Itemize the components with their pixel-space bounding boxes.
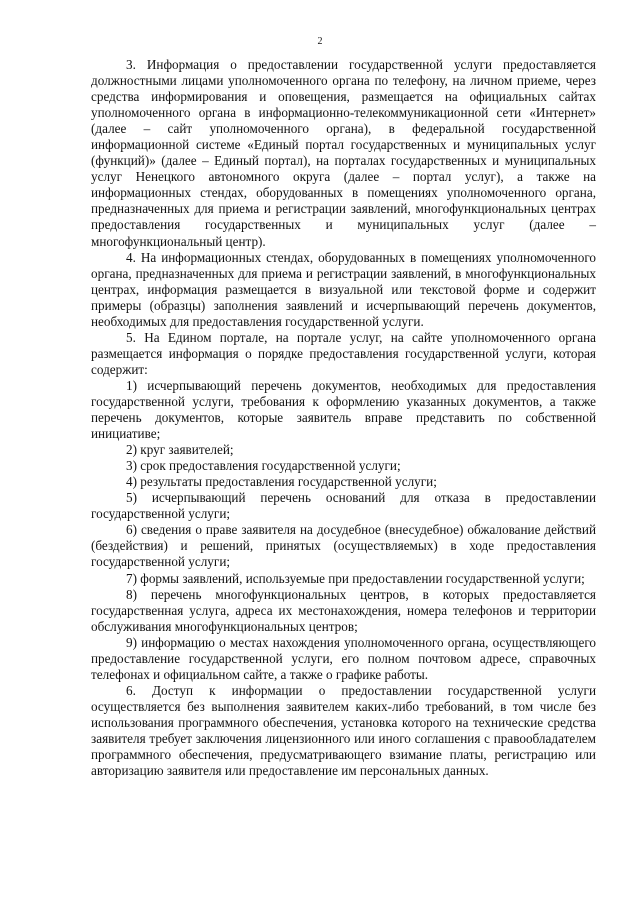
- list-item-4: 4) результаты предоставления государственной услуги;: [126, 474, 437, 490]
- document-body: [91, 57, 596, 779]
- paragraph-5: 5. На Едином портале, на портале услуг, на сайте уполномоченного органа размещается информация о порядке предоставления государственной услуги, которая содержит:: [91, 329, 596, 377]
- list-item-5: 5) исчерпывающий перечень оснований для отказа в предоставлении государственной услуги;: [91, 490, 596, 522]
- list-item-6: 6) сведения о праве заявителя на досудебное (внесудебное) обжалование действий (бездействия) и решений, принятых (осуществляемых) в ходе предоставления государственной услуги;: [91, 522, 596, 570]
- list-item-2: 2) круг заявителей;: [126, 442, 234, 458]
- list-item-7: 7) формы заявлений, используемые при предоставлении государственной услуги;: [126, 570, 585, 586]
- paragraph-6: 6. Доступ к информации о предоставлении государственной услуги осуществляется без выполнения заявителем каких-либо требований, в том числе без использования программного обеспечения, установка которого на технические средства заявителя требует заключения лицензионного или иного соглашения с правообладателем программного обеспечения, предусматривающего взимание платы, регистрацию или авторизацию заявителя или предоставление им персональных данных.: [91, 682, 596, 779]
- list-item-3: 3) срок предоставления государственной услуги;: [126, 458, 401, 474]
- paragraph-4: 4. На информационных стендах, оборудованных в помещениях уполномоченного органа, предназначенных для приема и регистрации заявлений, в многофункциональных центрах, информация размещается в визуальной или текстовой форме и содержит примеры (образцы) заполнения заявлений и исчерпывающий перечень документов, необходимых для предоставления государственной услуги.: [91, 249, 596, 329]
- list-item-9: 9) информацию о местах нахождения уполномоченного органа, осуществляющего предоставление государственной услуги, его полном почтовом адресе, справочных телефонах и официальном сайте, а также о графике работы.: [91, 634, 596, 682]
- list-item-8: 8) перечень многофункциональных центров, в которых предоставляется государственная услуга, адреса их местонахождения, номера телефонов и территории обслуживания многофункциональных центров;: [91, 586, 596, 634]
- page-number: 2: [317, 36, 323, 47]
- list-item-1: 1) исчерпывающий перечень документов, необходимых для предоставления государственной услуги, требования к оформлению указанных документов, а также перечень документов, которые заявитель вправе представить по собственной инициативе;: [91, 377, 596, 442]
- paragraph-3: 3. Информация о предоставлении государственной услуги предоставляется должностными лицами уполномоченного органа по телефону, на личном приеме, через средства информирования и оповещения, размещается на официальных сайтах уполномоченного органа в информационно-телекоммуникационной сети «Интернет» (далее – сайт уполномоченного органа), в федеральной государственной информационной системе «Единый портал государственных и муниципальных услуг (функций)» (далее – Единый портал), на порталах государственных и муниципальных услуг Ненецкого автономного округа (далее – портал услуг), а также на информационных стендах, оборудованных в помещениях уполномоченного органа, предназначенных для приема и регистрации заявлений, многофункциональных центрах предоставления государственных и муниципальных услуг (далее – многофункциональный центр).: [91, 57, 596, 249]
